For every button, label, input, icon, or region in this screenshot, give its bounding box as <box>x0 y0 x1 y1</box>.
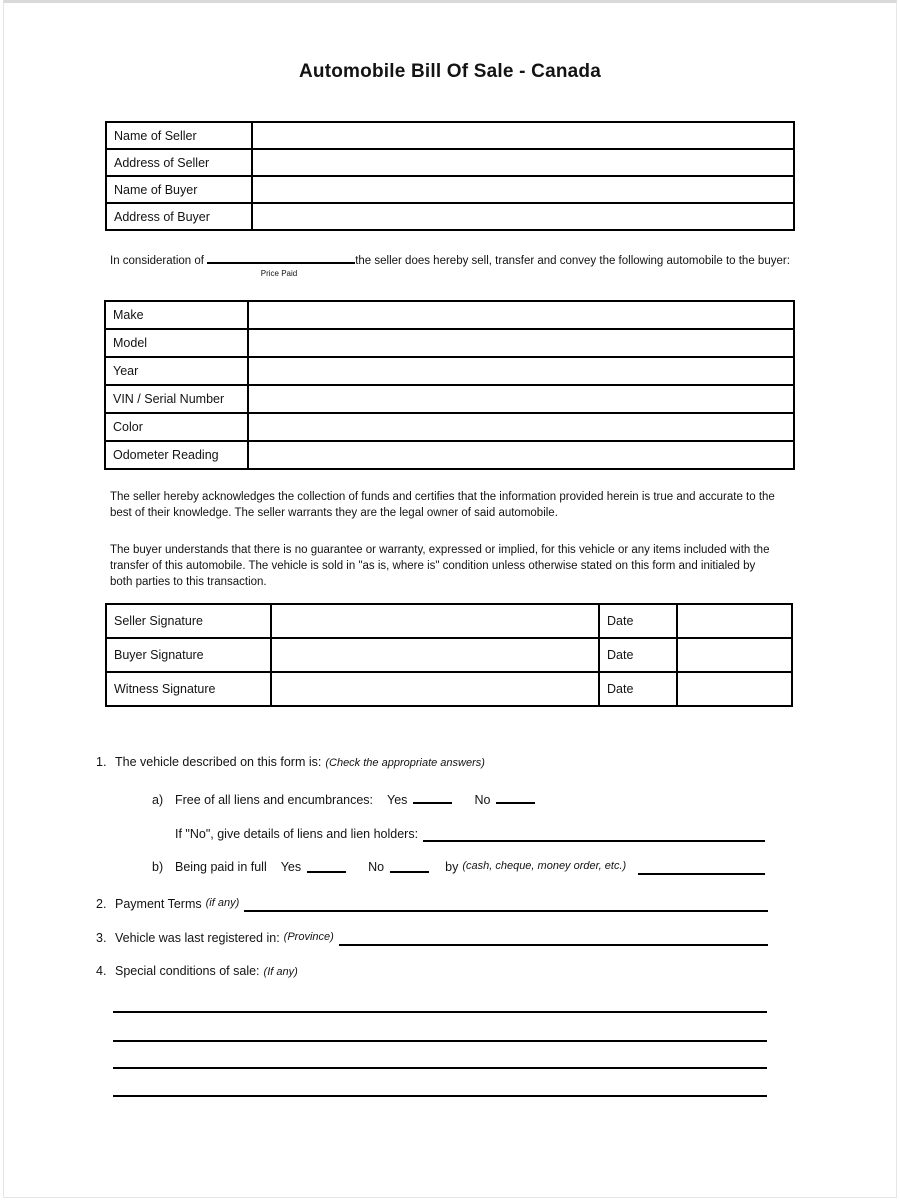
table-row <box>105 301 794 329</box>
payment-terms-blank[interactable] <box>244 897 768 912</box>
consideration-suffix: the seller does hereby sell, transfer and convey the following automobile to the buyer: <box>355 255 790 267</box>
item-1b-text: Being paid in full <box>175 860 267 874</box>
item-1 <box>96 755 485 769</box>
item-2-note: (if any) <box>205 897 240 909</box>
buyer-signature-field[interactable] <box>271 638 599 672</box>
date-label: Date <box>599 672 677 706</box>
item-1-number: 1. <box>96 755 107 769</box>
seller-signature-label: Seller Signature <box>106 604 271 638</box>
page-title: Automobile Bill Of Sale - Canada <box>299 61 601 82</box>
item-3-number: 3. <box>96 931 107 945</box>
color-label: Color <box>105 413 248 441</box>
vehicle-table <box>104 300 795 470</box>
table-row <box>106 122 794 149</box>
paid-yes-blank[interactable] <box>307 860 346 873</box>
liens-yes-blank[interactable] <box>413 791 452 804</box>
table-row <box>106 203 794 230</box>
lien-details-blank[interactable] <box>423 827 765 842</box>
table-row <box>105 329 794 357</box>
make-label: Make <box>105 301 248 329</box>
make-field[interactable] <box>248 301 794 329</box>
item-1a <box>152 791 535 807</box>
item-1b-letter: b) <box>152 860 164 874</box>
table-row <box>106 638 792 672</box>
model-field[interactable] <box>248 329 794 357</box>
date-label: Date <box>599 604 677 638</box>
address-of-seller-field[interactable] <box>252 149 794 176</box>
province-blank[interactable] <box>339 931 768 946</box>
vin-serial-label: VIN / Serial Number <box>105 385 248 413</box>
address-of-seller-label: Address of Seller <box>106 149 252 176</box>
color-field[interactable] <box>248 413 794 441</box>
table-row <box>105 441 794 469</box>
item-1a-letter: a) <box>152 793 164 807</box>
consideration-sentence <box>110 252 790 278</box>
price-paid-blank[interactable] <box>207 252 355 264</box>
lien-details-label: If "No", give details of liens and lien holders: <box>175 827 419 841</box>
item-3-text: Vehicle was last registered in: <box>115 931 280 945</box>
parties-table <box>105 121 795 231</box>
price-paid-caption: Price Paid <box>260 269 298 278</box>
odometer-field[interactable] <box>248 441 794 469</box>
item-3-note: (Province) <box>283 931 334 943</box>
item-4-note: (If any) <box>263 966 298 978</box>
table-row <box>106 604 792 638</box>
paid-no-label: No <box>368 860 385 874</box>
model-label: Model <box>105 329 248 357</box>
date-label: Date <box>599 638 677 672</box>
table-row <box>105 413 794 441</box>
year-label: Year <box>105 357 248 385</box>
special-conditions-line-4[interactable] <box>113 1095 767 1097</box>
item-1-text: The vehicle described on this form is: <box>115 755 322 769</box>
name-of-buyer-field[interactable] <box>252 176 794 203</box>
buyer-date-field[interactable] <box>677 638 792 672</box>
item-2 <box>96 897 768 912</box>
name-of-seller-field[interactable] <box>252 122 794 149</box>
item-1b <box>152 860 765 875</box>
table-row <box>105 357 794 385</box>
item-1a-text: Free of all liens and encumbrances: <box>175 793 374 807</box>
table-row <box>106 672 792 706</box>
address-of-buyer-field[interactable] <box>252 203 794 230</box>
witness-signature-field[interactable] <box>271 672 599 706</box>
seller-date-field[interactable] <box>677 604 792 638</box>
table-row <box>106 176 794 203</box>
item-4-number: 4. <box>96 964 107 978</box>
signature-table <box>105 603 793 707</box>
buyer-signature-label: Buyer Signature <box>106 638 271 672</box>
item-1-note: (Check the appropriate answers) <box>325 757 485 769</box>
vin-serial-field[interactable] <box>248 385 794 413</box>
special-conditions-line-1[interactable] <box>113 1011 767 1013</box>
item-2-text: Payment Terms <box>115 897 202 911</box>
name-of-seller-label: Name of Seller <box>106 122 252 149</box>
address-of-buyer-label: Address of Buyer <box>106 203 252 230</box>
item-3 <box>96 931 768 946</box>
paid-by-note: (cash, cheque, money order, etc.) <box>462 860 627 872</box>
witness-date-field[interactable] <box>677 672 792 706</box>
liens-yes-label: Yes <box>387 793 408 807</box>
special-conditions-line-2[interactable] <box>113 1040 767 1042</box>
item-1a-followup <box>175 827 765 842</box>
odometer-label: Odometer Reading <box>105 441 248 469</box>
consideration-prefix: In consideration of <box>110 255 204 267</box>
item-4-text: Special conditions of sale: <box>115 964 260 978</box>
liens-no-blank[interactable] <box>496 791 535 804</box>
item-2-number: 2. <box>96 897 107 911</box>
seller-acknowledgement-paragraph: The seller hereby acknowledges the collection of funds and certifies that the information provided herein is true and accurate to the best of their knowledge. The seller warrants they are the legal owner of said automobile. <box>110 491 775 519</box>
special-conditions-line-3[interactable] <box>113 1067 767 1069</box>
year-field[interactable] <box>248 357 794 385</box>
paid-no-blank[interactable] <box>390 860 429 873</box>
name-of-buyer-label: Name of Buyer <box>106 176 252 203</box>
liens-no-label: No <box>474 793 491 807</box>
item-4 <box>96 964 298 978</box>
witness-signature-label: Witness Signature <box>106 672 271 706</box>
paid-by-label: by <box>445 860 459 874</box>
table-row <box>105 385 794 413</box>
table-row <box>106 149 794 176</box>
paid-by-blank[interactable] <box>638 860 765 875</box>
buyer-understanding-paragraph: The buyer understands that there is no guarantee or warranty, expressed or implied, for this vehicle or any items included with the transfer of this automobile. The vehicle is sold in "as is, where is" condition unless otherwise stated on this form and initialed by both parties to this transaction. <box>110 544 770 588</box>
paid-yes-label: Yes <box>280 860 302 874</box>
seller-signature-field[interactable] <box>271 604 599 638</box>
